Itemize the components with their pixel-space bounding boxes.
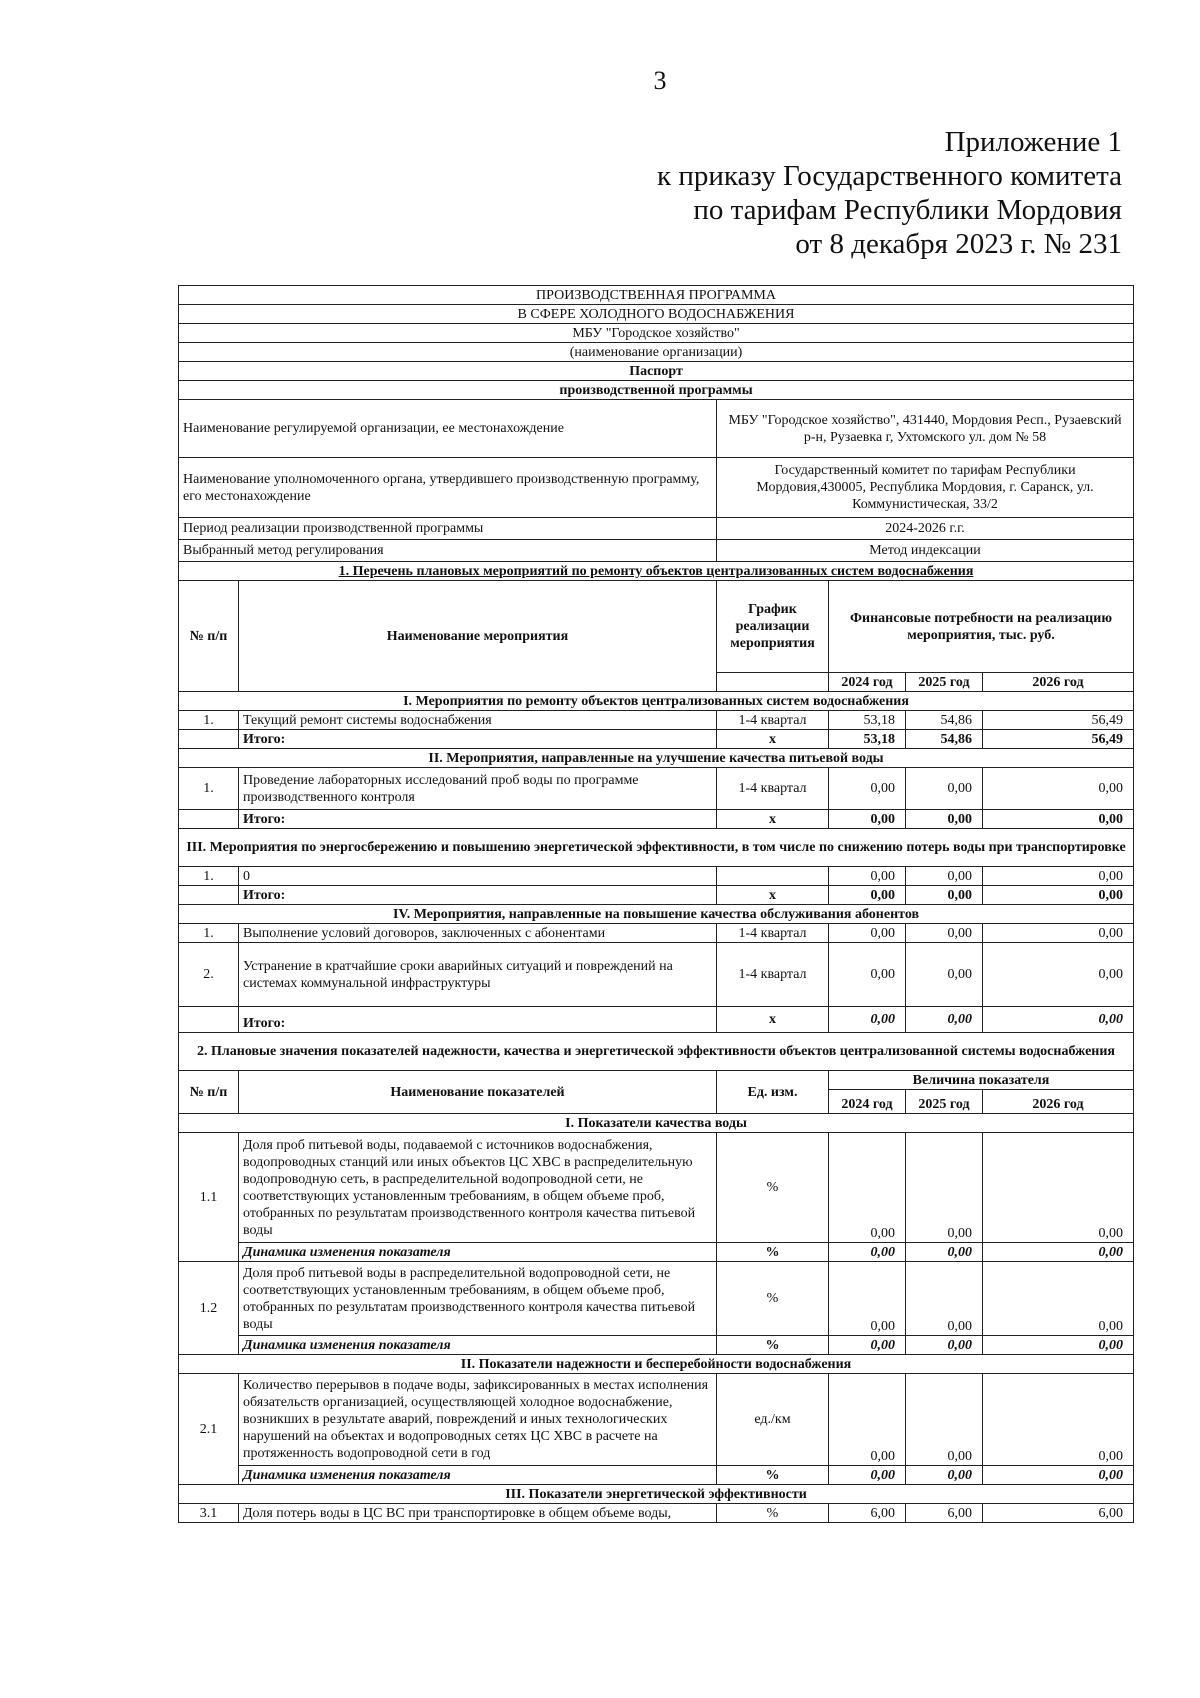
passport-value: Метод индексации	[717, 540, 1134, 562]
row-number: 1.	[179, 768, 239, 810]
value-2026: 0,00	[983, 943, 1134, 1007]
dynamics-2024: 0,00	[829, 1466, 906, 1485]
passport-label: Период реализации производственной программы	[179, 518, 717, 540]
group-title: I. Показатели качества воды	[179, 1114, 1134, 1133]
dynamics-2026: 0,00	[983, 1243, 1134, 1262]
col-header-unit: Ед. изм.	[717, 1071, 829, 1114]
value-2025: 0,00	[906, 924, 983, 943]
year-header: 2026 год	[983, 1090, 1134, 1114]
dynamics-label: Динамика изменения показателя	[239, 1243, 717, 1262]
indicator-unit: ед./км	[717, 1374, 829, 1466]
event-name: Устранение в кратчайшие сроки аварийных ситуаций и повреждений на системах коммунальной инфраструктуры	[239, 943, 717, 1007]
indicator-name: Доля проб питьевой воды, подаваемой с источников водоснабжения, водопроводных станций или иных объектов ЦС ХВС в распределительную водопроводную сеть, в распределительной водопроводной сети, не соответствующих установленным требованиям, в общем объеме проб, отобранных по результатам производственного контроля качества питьевой воды	[239, 1133, 717, 1243]
total-mark: х	[717, 730, 829, 749]
dynamics-2025: 0,00	[906, 1336, 983, 1355]
event-schedule: 1-4 квартал	[717, 924, 829, 943]
row-number: 1.	[179, 924, 239, 943]
section-1-title: 1. Перечень плановых мероприятий по ремонту объектов централизованных систем водоснабжения	[179, 562, 1134, 581]
group-title: II. Мероприятия, направленные на улучшение качества питьевой воды	[179, 749, 1134, 768]
group-title: II. Показатели надежности и бесперебойности водоснабжения	[179, 1355, 1134, 1374]
table-row	[179, 711, 1134, 730]
dynamics-2024: 0,00	[829, 1336, 906, 1355]
value-2026: 56,49	[983, 711, 1134, 730]
schedule-header-filler	[717, 673, 829, 692]
organization-note: (наименование организации)	[179, 343, 1134, 362]
group-title: IV. Мероприятия, направленные на повышение качества обслуживания абонентов	[179, 905, 1134, 924]
passport-subtitle: производственной программы	[179, 381, 1134, 400]
program-title: ПРОИЗВОДСТВЕННАЯ ПРОГРАММА	[179, 286, 1134, 305]
passport-label: Наименование уполномоченного органа, утвердившего производственную программу, его местонахождение	[179, 458, 717, 518]
total-2025: 0,00	[906, 810, 983, 829]
passport-value: 2024-2026 г.г.	[717, 518, 1134, 540]
total-2026: 0,00	[983, 810, 1134, 829]
value-2025: 0,00	[906, 1133, 983, 1243]
table-row	[179, 924, 1134, 943]
value-2024: 0,00	[829, 1133, 906, 1243]
appendix-line-1: Приложение 1	[944, 126, 1122, 158]
total-label: Итого:	[239, 730, 717, 749]
group-title: I. Мероприятия по ремонту объектов централизованных систем водоснабжения	[179, 692, 1134, 711]
dynamics-unit: %	[717, 1466, 829, 1485]
total-2025: 0,00	[906, 1007, 983, 1033]
dynamics-row	[179, 1336, 1134, 1355]
row-number: 3.1	[179, 1504, 239, 1523]
value-2025: 54,86	[906, 711, 983, 730]
event-schedule: 1-4 квартал	[717, 768, 829, 810]
total-2024: 0,00	[829, 1007, 906, 1033]
value-2026: 0,00	[983, 1262, 1134, 1336]
total-row	[179, 810, 1134, 829]
total-2026: 0,00	[983, 1007, 1134, 1033]
total-2024: 0,00	[829, 886, 906, 905]
value-2025: 0,00	[906, 1374, 983, 1466]
row-number: 2.1	[179, 1374, 239, 1485]
year-header: 2025 год	[906, 1090, 983, 1114]
dynamics-row	[179, 1243, 1134, 1262]
total-2025: 0,00	[906, 886, 983, 905]
total-row	[179, 886, 1134, 905]
total-row	[179, 1007, 1134, 1033]
value-2026: 6,00	[983, 1504, 1134, 1523]
indicator-name: Доля потерь воды в ЦС ВС при транспортировке в общем объеме воды,	[239, 1504, 717, 1523]
indicator-unit: %	[717, 1262, 829, 1336]
value-2026: 0,00	[983, 1374, 1134, 1466]
indicator-unit: %	[717, 1504, 829, 1523]
total-label: Итого:	[239, 810, 717, 829]
indicator-unit: %	[717, 1133, 829, 1243]
table-row	[179, 867, 1134, 886]
total-2024: 0,00	[829, 810, 906, 829]
value-2025: 0,00	[906, 768, 983, 810]
indicator-name: Доля проб питьевой воды в распределительной водопроводной сети, не соответствующих установленным требованиям, в общем объеме проб, отобранных по результатам производственного контроля качества питьевой воды	[239, 1262, 717, 1336]
dynamics-2025: 0,00	[906, 1243, 983, 1262]
col-header-schedule: График реализации мероприятия	[717, 581, 829, 673]
row-number: 1.2	[179, 1262, 239, 1355]
value-2024: 0,00	[829, 867, 906, 886]
appendix-line-4: от 8 декабря 2023 г. № 231	[795, 228, 1122, 260]
appendix-heading	[657, 125, 1122, 261]
organization-name: МБУ "Городское хозяйство"	[179, 324, 1134, 343]
col-header-number: № п/п	[179, 1071, 239, 1114]
year-header: 2024 год	[829, 1090, 906, 1114]
dynamics-2024: 0,00	[829, 1243, 906, 1262]
dynamics-2025: 0,00	[906, 1466, 983, 1485]
passport-title: Паспорт	[179, 362, 1134, 381]
col-header-indicator-name: Наименование показателей	[239, 1071, 717, 1114]
page-number: 3	[653, 66, 667, 95]
value-2026: 0,00	[983, 768, 1134, 810]
total-row	[179, 730, 1134, 749]
appendix-line-3: по тарифам Республики Мордовия	[693, 194, 1122, 226]
value-2025: 0,00	[906, 867, 983, 886]
value-2024: 0,00	[829, 1374, 906, 1466]
value-2024: 0,00	[829, 924, 906, 943]
total-mark: х	[717, 886, 829, 905]
row-number: 1.1	[179, 1133, 239, 1262]
dynamics-row	[179, 1466, 1134, 1485]
group-title: III. Мероприятия по энергосбережению и повышению энергетической эффективности, в том числе по снижению потерь воды при транспортировке	[179, 829, 1134, 867]
value-2025: 0,00	[906, 1262, 983, 1336]
year-header: 2026 год	[983, 673, 1134, 692]
value-2026: 0,00	[983, 924, 1134, 943]
row-number: 1.	[179, 867, 239, 886]
table-row	[179, 1262, 1134, 1336]
event-name: 0	[239, 867, 717, 886]
table-row	[179, 1374, 1134, 1466]
passport-label: Наименование регулируемой организации, ее местонахождение	[179, 400, 717, 458]
event-schedule: 1-4 квартал	[717, 943, 829, 1007]
value-2025: 6,00	[906, 1504, 983, 1523]
dynamics-2026: 0,00	[983, 1466, 1134, 1485]
event-name: Выполнение условий договоров, заключенных с абонентами	[239, 924, 717, 943]
year-header: 2024 год	[829, 673, 906, 692]
row-number: 1.	[179, 711, 239, 730]
group-title: III. Показатели энергетической эффективности	[179, 1485, 1134, 1504]
appendix-line-2: к приказу Государственного комитета	[656, 160, 1122, 192]
total-2024: 53,18	[829, 730, 906, 749]
value-2024: 0,00	[829, 1262, 906, 1336]
table-row	[179, 1133, 1134, 1243]
section-2-title: 2. Плановые значения показателей надежности, качества и энергетической эффективности объектов централизованной системы водоснабжения	[179, 1033, 1134, 1071]
value-2025: 0,00	[906, 943, 983, 1007]
dynamics-label: Динамика изменения показателя	[239, 1336, 717, 1355]
dynamics-label: Динамика изменения показателя	[239, 1466, 717, 1485]
table-row	[179, 1504, 1134, 1523]
passport-value: Государственный комитет по тарифам Республики Мордовия,430005, Республика Мордовия, г. Саранск, ул. Коммунистическая, 33/2	[717, 458, 1134, 518]
total-2026: 56,49	[983, 730, 1134, 749]
event-schedule: 1-4 квартал	[717, 711, 829, 730]
total-label: Итого:	[239, 886, 717, 905]
event-name: Проведение лабораторных исследований проб воды по программе производственного контроля	[239, 768, 717, 810]
value-2026: 0,00	[983, 867, 1134, 886]
value-2024: 0,00	[829, 768, 906, 810]
passport-label: Выбранный метод регулирования	[179, 540, 717, 562]
value-2026: 0,00	[983, 1133, 1134, 1243]
program-subtitle: В СФЕРЕ ХОЛОДНОГО ВОДОСНАБЖЕНИЯ	[179, 305, 1134, 324]
dynamics-unit: %	[717, 1243, 829, 1262]
table-row	[179, 943, 1134, 1007]
col-header-number: № п/п	[179, 581, 239, 692]
total-mark: х	[717, 810, 829, 829]
value-2024: 0,00	[829, 943, 906, 1007]
dynamics-2026: 0,00	[983, 1336, 1134, 1355]
value-2024: 53,18	[829, 711, 906, 730]
col-header-value: Величина показателя	[829, 1071, 1134, 1090]
total-2026: 0,00	[983, 886, 1134, 905]
total-2025: 54,86	[906, 730, 983, 749]
table-row	[179, 768, 1134, 810]
event-schedule	[717, 867, 829, 886]
year-header: 2025 год	[906, 673, 983, 692]
passport-value: МБУ "Городское хозяйство", 431440, Мордовия Респ., Рузаевский р-н, Рузаевка г, Ухтомского ул. дом № 58	[717, 400, 1134, 458]
event-name: Текущий ремонт системы водоснабжения	[239, 711, 717, 730]
row-number: 2.	[179, 943, 239, 1007]
dynamics-unit: %	[717, 1336, 829, 1355]
production-program-table	[178, 285, 1134, 1523]
value-2024: 6,00	[829, 1504, 906, 1523]
col-header-event-name: Наименование мероприятия	[239, 581, 717, 692]
total-mark: х	[717, 1007, 829, 1033]
col-header-finance: Финансовые потребности на реализацию мероприятия, тыс. руб.	[829, 581, 1134, 673]
indicator-name: Количество перерывов в подаче воды, зафиксированных в местах исполнения обязательств организацией, осуществляющей холодное водоснабжение, возникших в результате аварий, повреждений и иных технологических нарушений на объектах и водопроводных сетях ЦС ХВС в расчете на протяженность водопроводной сети в год	[239, 1374, 717, 1466]
total-label: Итого:	[239, 1007, 717, 1033]
